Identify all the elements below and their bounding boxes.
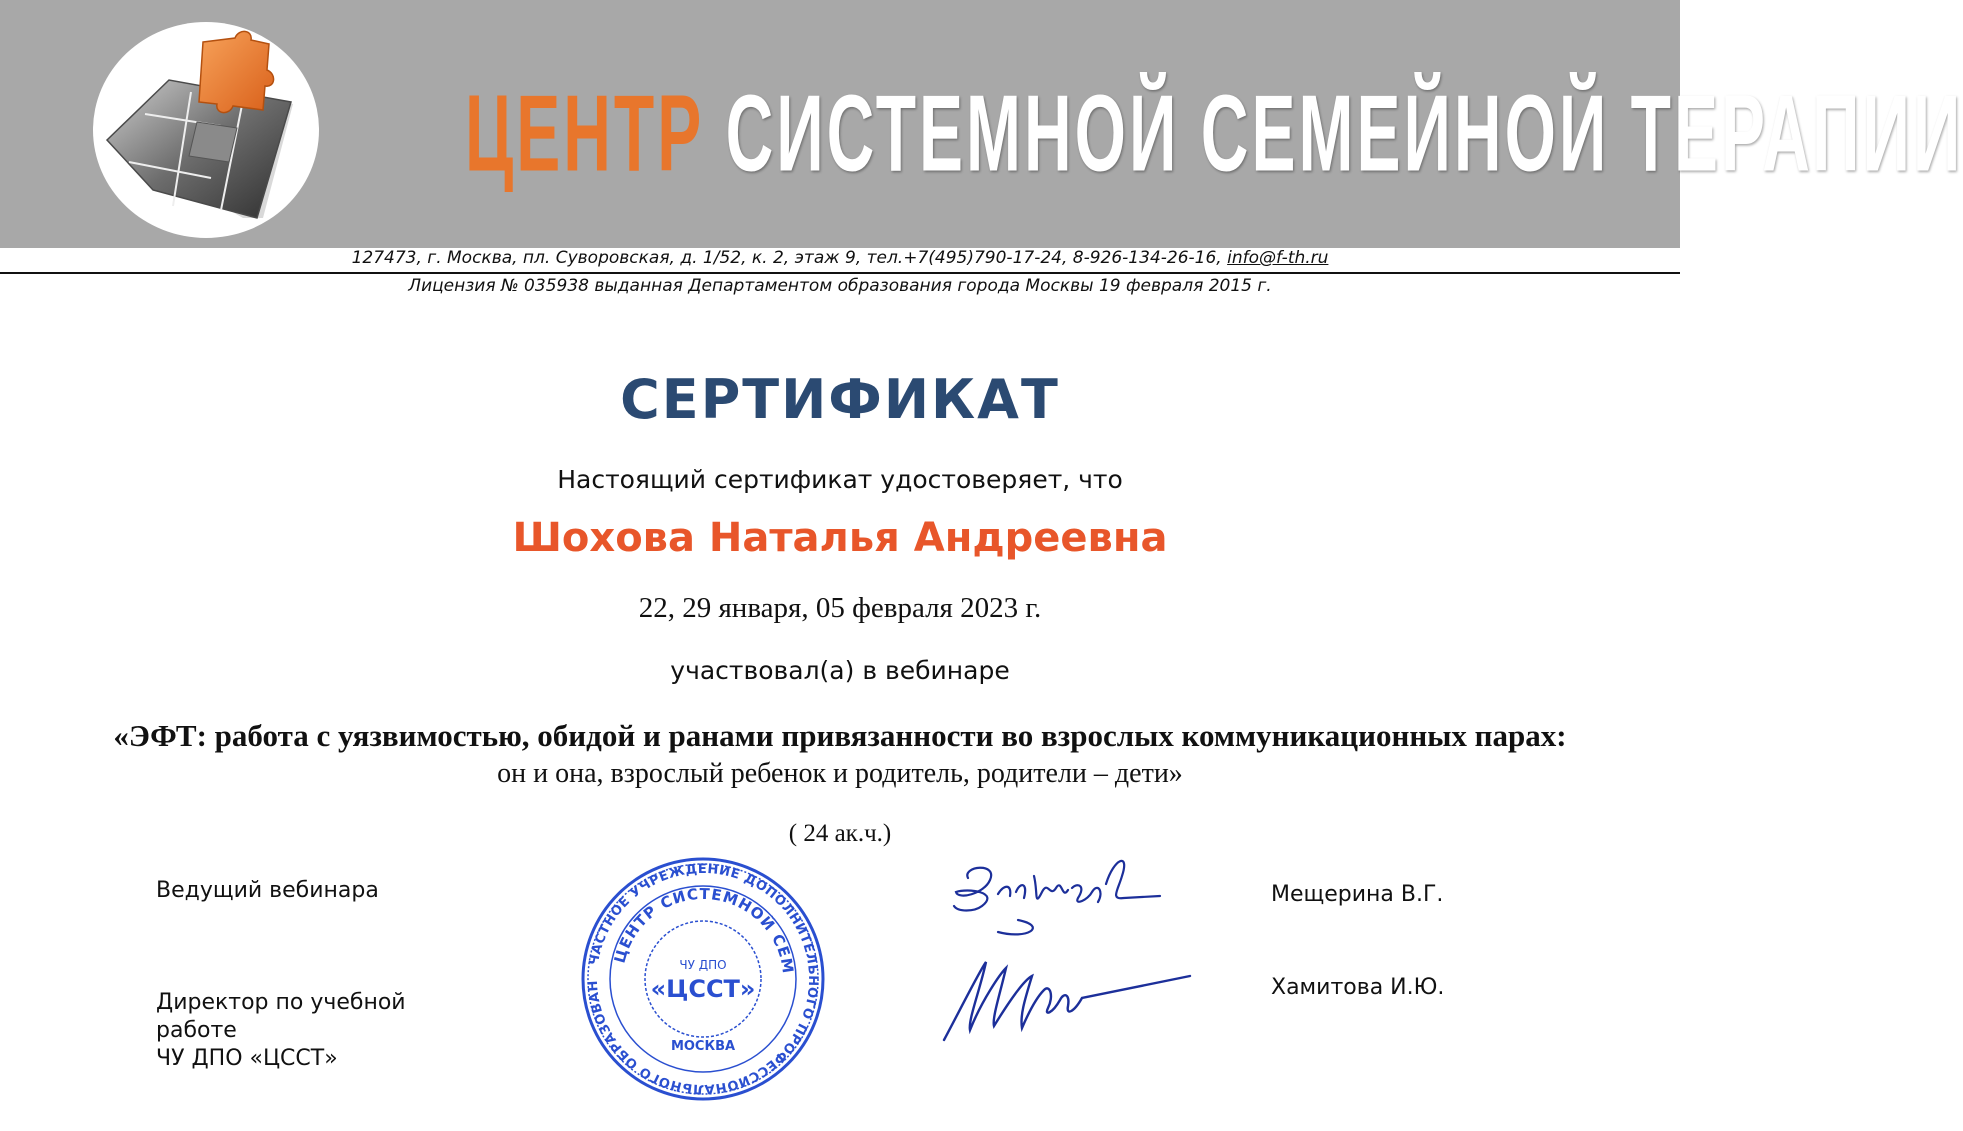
webinar-topic-line1: «ЭФТ: работа с уязвимостью, обидой и ранами привязанности во взрослых коммуникационных парах: [113,718,1567,753]
brand-accent-word: ЦЕНТР [465,71,705,194]
puzzle-logo-icon [93,22,319,238]
director-name: Хамитова И.Ю. [1271,975,1445,1000]
director-label [156,989,406,1073]
stamp-org-type: ЧУ ДПО [679,958,727,972]
brand-title [465,71,1963,243]
certificate-title: СЕРТИФИКАТ [620,368,1060,431]
address-text: 127473, г. Москва, пл. Суворовская, д. 1/52, к. 2, этаж 9, тел.+7(495)790-17-24, 8-926-134-26-16, [351,248,1228,268]
recipient-name: Шохова Наталья Андреевна [512,515,1168,561]
stamp-city: МОСКВА [670,1039,736,1054]
header-band [0,0,1963,248]
email-link[interactable]: info@f-th.ru [1227,248,1329,268]
stamp-outer-ring-text: ЧАСТНОЕ УЧРЕЖДЕНИЕ ДОПОЛНИТЕЛЬНОГО ПРОФЕССИОНАЛЬНОГО ОБРАЗОВАН [585,861,821,1097]
certificate-intro: Настоящий сертификат удостоверяет, что [557,465,1123,494]
stamp-inner-ring-text: ЦЕНТР СИСТЕМНОЙ СЕМ [610,884,798,976]
director-signature [940,950,1200,1050]
director-label-line2: работе [156,1018,237,1043]
webinar-topic-line2: он и она, взрослый ребенок и родитель, родители – дети» [497,758,1183,789]
academic-hours: ( 24 ак.ч.) [788,820,892,847]
webinar-dates: 22, 29 января, 05 февраля 2023 г. [638,592,1042,624]
license-line: Лицензия № 035938 выданная Департаментом образования города Москвы 19 февраля 2015 г. [408,276,1272,296]
address-line [0,248,1680,268]
host-label: Ведущий вебинара [156,878,379,903]
stamp-abbr: «ЦССТ» [650,975,756,1003]
participation-text: участвовал(а) в вебинаре [670,656,1010,685]
logo [93,22,319,238]
host-name: Мещерина В.Г. [1271,882,1444,907]
director-label-line1: Директор по учебной [156,990,406,1015]
brand-rest-words: СИСТЕМНОЙ СЕМЕЙНОЙ ТЕРАПИИ [725,71,1963,194]
director-label-line3: ЧУ ДПО «ЦССТ» [156,1046,338,1071]
header-rule [0,272,1680,274]
host-signature [938,848,1188,958]
official-stamp [578,853,828,1105]
